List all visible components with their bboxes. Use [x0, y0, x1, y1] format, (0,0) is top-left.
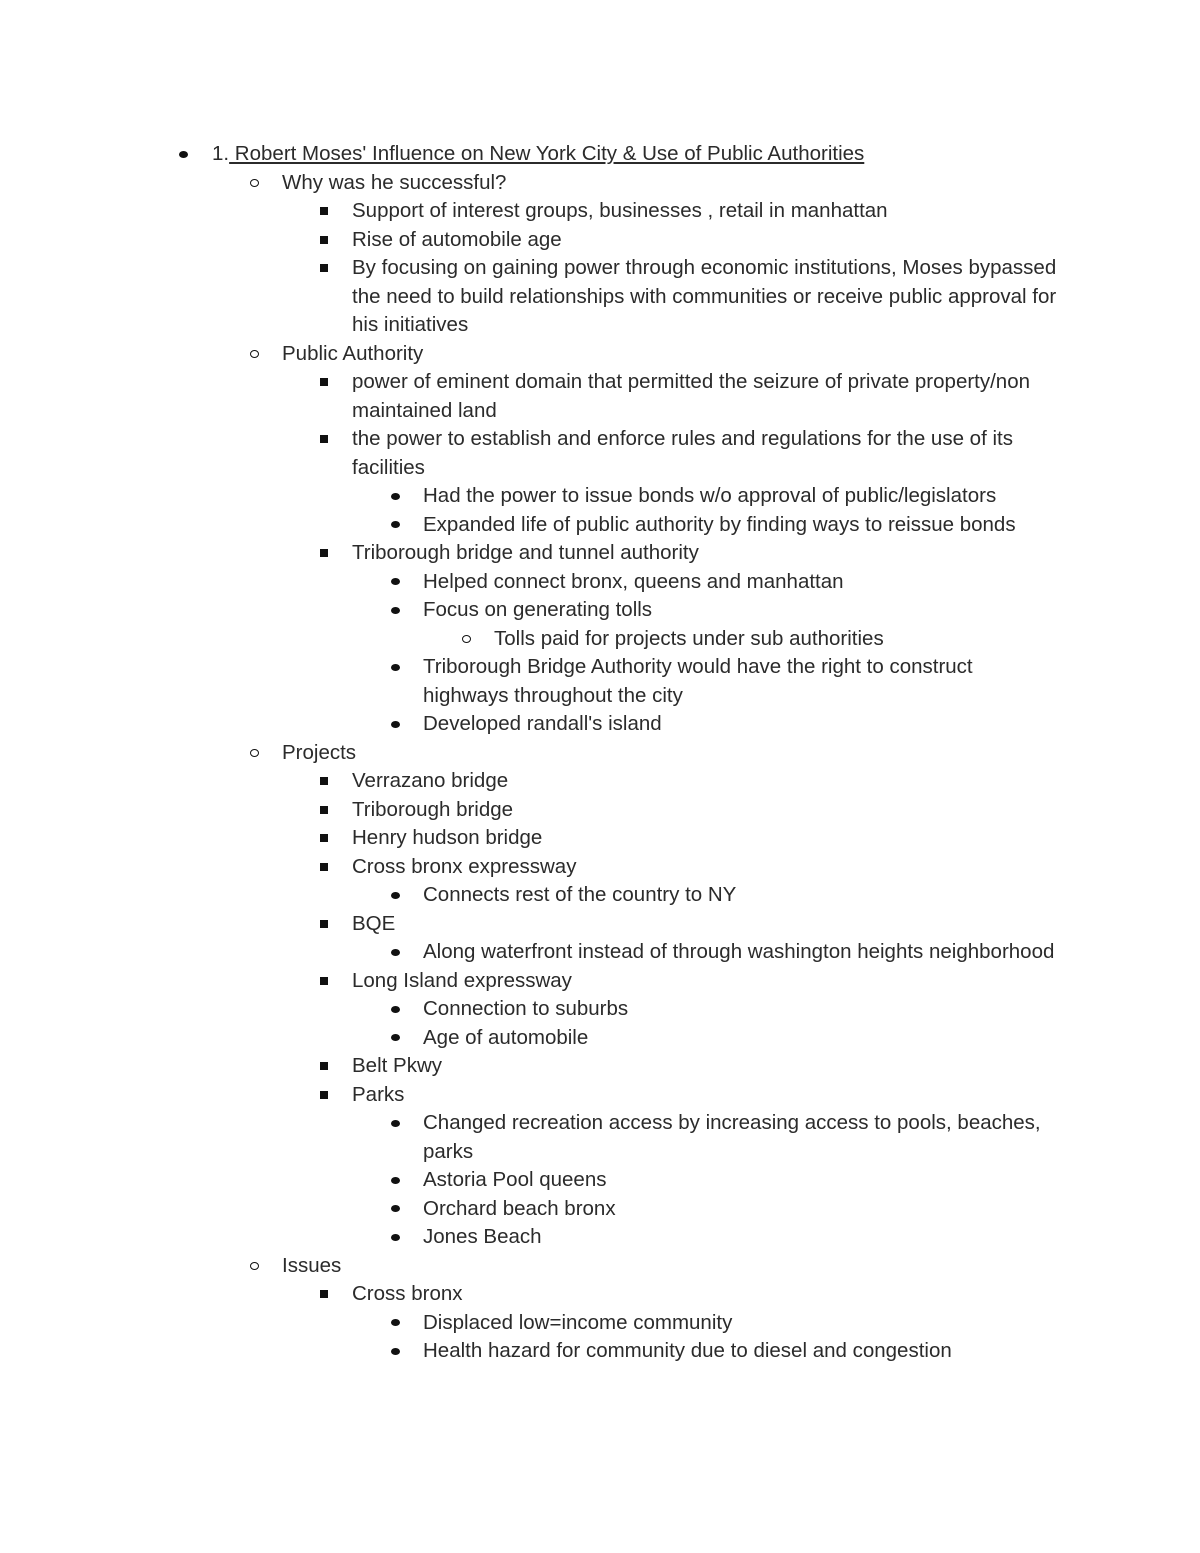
outline-item	[0, 368, 1057, 425]
bullet-square-icon	[317, 767, 331, 796]
list-item-text: the power to establish and enforce rules and regulations for the use of its facilities	[352, 427, 1013, 479]
bullet-disc-icon	[388, 1337, 402, 1366]
list-item-text: Parks	[352, 1082, 405, 1106]
bullet-square-icon	[317, 226, 331, 255]
section-label: Projects	[282, 740, 357, 764]
outline-item	[0, 1166, 1063, 1195]
heading-number: 1.	[212, 142, 230, 165]
list-item-text: Changed recreation access by increasing access to pools, beaches, parks	[423, 1111, 1041, 1163]
list-item-text: Support of interest groups, businesses , retail in manhattan	[352, 199, 888, 222]
bullet-square-icon	[317, 910, 331, 939]
outline-item	[0, 796, 1057, 825]
outline-item	[0, 938, 1063, 967]
outline-item	[0, 539, 1057, 568]
list-item-text: Developed randall's island	[423, 712, 662, 735]
heading-title: Robert Moses' Influence on New York City & Use of Public Authorities	[229, 142, 865, 165]
outline-item	[0, 1280, 1057, 1309]
outline-item	[0, 625, 1054, 654]
list-item-text: Connection to suburbs	[423, 997, 629, 1020]
outline-item	[0, 197, 1057, 226]
list-item-text: Connects rest of the country to NY	[423, 883, 737, 906]
list-item-text: Health hazard for community due to diesel and congestion	[423, 1339, 952, 1362]
outline-item	[0, 596, 1063, 625]
section-label: Issues	[282, 1253, 342, 1277]
list-item-text: Jones Beach	[423, 1225, 542, 1248]
bullet-circle-icon	[459, 625, 473, 654]
outline-item	[0, 254, 1057, 340]
outline-item	[0, 1309, 1063, 1338]
outline-item-issues	[0, 1252, 1042, 1281]
outline-item	[0, 1052, 1057, 1081]
list-item-text: Triborough bridge and tunnel authority	[352, 541, 699, 564]
bullet-square-icon	[317, 1081, 331, 1110]
section-label: Public Authority	[282, 341, 424, 365]
outline-item	[0, 881, 1063, 910]
outline-item-why	[0, 169, 1042, 198]
list-item-text: Along waterfront instead of through washington heights neighborhood	[423, 940, 1055, 963]
list-item-text: By focusing on gaining power through economic institutions, Moses bypassed the need to build relationships with communities or receive public approval for his initiatives	[352, 256, 1057, 336]
bullet-disc-icon	[388, 1024, 402, 1053]
list-item-text: Cross bronx	[352, 1282, 463, 1305]
list-item-text: Orchard beach bronx	[423, 1196, 616, 1220]
bullet-disc-icon	[176, 140, 190, 169]
list-item-text: Verrazano bridge	[352, 769, 509, 792]
list-item-text: Helped connect bronx, queens and manhattan	[423, 569, 844, 593]
outline-item	[0, 1081, 1057, 1110]
list-item-text: Tolls paid for projects under sub authorities	[494, 626, 884, 650]
bullet-disc-icon	[388, 995, 402, 1024]
bullet-disc-icon	[388, 881, 402, 910]
bullet-square-icon	[317, 824, 331, 853]
bullet-circle-icon	[247, 739, 261, 768]
bullet-square-icon	[317, 1280, 331, 1309]
list-item-text: Cross bronx expressway	[352, 854, 577, 878]
outline-item-authority	[0, 340, 1042, 369]
outline-item-projects	[0, 739, 1042, 768]
list-item-text: Focus on generating tolls	[423, 598, 653, 621]
bullet-disc-icon	[388, 568, 402, 597]
bullet-disc-icon	[388, 1195, 402, 1224]
bullet-disc-icon	[388, 938, 402, 967]
list-item-text: Triborough Bridge Authority would have the right to construct highways throughout the city	[423, 655, 973, 707]
outline-item	[0, 1109, 1063, 1166]
bullet-square-icon	[317, 796, 331, 825]
bullet-square-icon	[317, 254, 331, 283]
bullet-square-icon	[317, 853, 331, 882]
bullet-circle-icon	[247, 1252, 261, 1281]
list-item-text: Expanded life of public authority by finding ways to reissue bonds	[423, 512, 1016, 536]
outline-item	[0, 425, 1057, 482]
list-item-text: Belt Pkwy	[352, 1054, 442, 1077]
bullet-square-icon	[317, 539, 331, 568]
list-item-text: Long Island expressway	[352, 968, 572, 992]
list-item-text: Astoria Pool queens	[423, 1168, 607, 1191]
outline-item	[0, 1024, 1063, 1053]
outline-item-heading	[0, 140, 992, 169]
bullet-square-icon	[317, 425, 331, 454]
bullet-square-icon	[317, 368, 331, 397]
outline-item	[0, 910, 1057, 939]
outline-item	[0, 226, 1057, 255]
outline-item	[0, 653, 1063, 710]
outline-item	[0, 482, 1063, 511]
outline-item	[0, 1195, 1063, 1224]
bullet-disc-icon	[388, 511, 402, 540]
bullet-disc-icon	[388, 482, 402, 511]
bullet-disc-icon	[388, 1166, 402, 1195]
list-item-text: power of eminent domain that permitted the seizure of private property/non maintained land	[352, 370, 1031, 422]
section-label: Why was he successful?	[282, 170, 507, 194]
list-item-text: BQE	[352, 911, 396, 935]
outline-item	[0, 967, 1057, 996]
bullet-square-icon	[317, 967, 331, 996]
outline-item	[0, 853, 1057, 882]
outline-item	[0, 1223, 1063, 1252]
list-item-text: Had the power to issue bonds w/o approval of public/legislators	[423, 484, 997, 507]
document-body	[0, 140, 1200, 1366]
outline-item	[0, 568, 1063, 597]
bullet-square-icon	[317, 197, 331, 226]
bullet-disc-icon	[388, 1309, 402, 1338]
bullet-disc-icon	[388, 710, 402, 739]
heading-text	[212, 140, 992, 169]
bullet-circle-icon	[247, 169, 261, 198]
list-item-text: Henry hudson bridge	[352, 826, 543, 849]
outline-item	[0, 1337, 1063, 1366]
outline-item	[0, 710, 1063, 739]
bullet-square-icon	[317, 1052, 331, 1081]
bullet-disc-icon	[388, 1223, 402, 1252]
bullet-disc-icon	[388, 653, 402, 682]
bullet-disc-icon	[388, 596, 402, 625]
outline-item	[0, 824, 1057, 853]
outline-item	[0, 511, 1063, 540]
list-item-text: Displaced low=income community	[423, 1310, 733, 1334]
bullet-disc-icon	[388, 1109, 402, 1138]
list-item-text: Triborough bridge	[352, 797, 514, 821]
list-item-text: Rise of automobile age	[352, 227, 562, 251]
outline-item	[0, 767, 1057, 796]
list-item-text: Age of automobile	[423, 1025, 589, 1049]
outline-item	[0, 995, 1063, 1024]
bullet-circle-icon	[247, 340, 261, 369]
